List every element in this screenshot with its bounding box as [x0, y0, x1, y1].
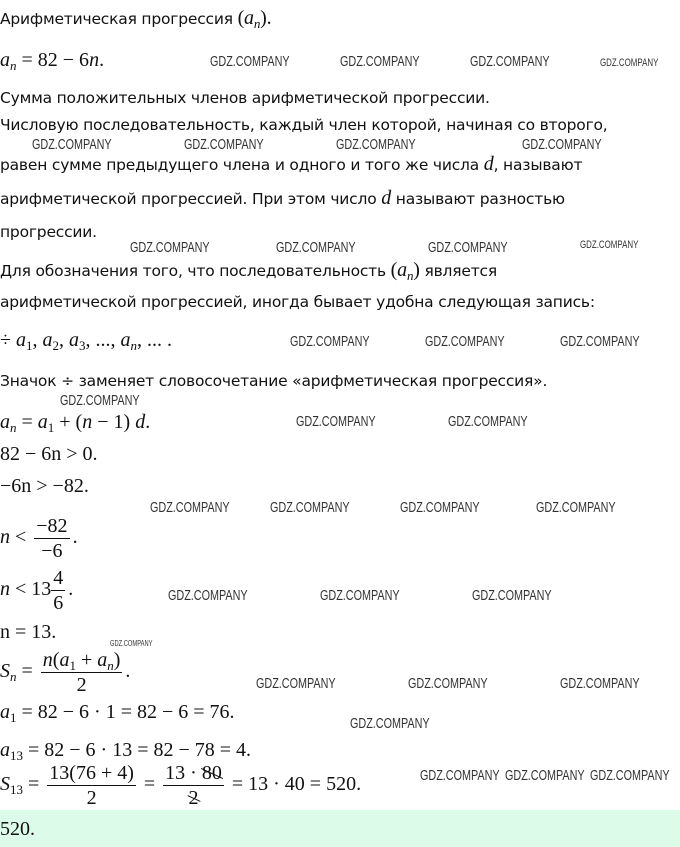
answer-box [0, 810, 680, 847]
inequality-1: 82 − 6n > 0. [0, 443, 98, 465]
definition-line-1: Числовую последовательность, каждый член которой, начиная со второго, [0, 116, 608, 134]
watermark: GDZ.COMPANY [256, 675, 336, 692]
a13-rhs: = 82 − 6 · 13 = 82 − 78 = 4. [28, 739, 252, 761]
watermark: GDZ.COMPANY [270, 499, 350, 516]
s13-num1: 13(76 + 4) [49, 762, 134, 784]
def2a: равен сумме предыдущего члена и одного и того же числа [0, 156, 480, 174]
watermark: GDZ.COMPANY [336, 136, 416, 153]
s13-calc: $S_{13}$ = $\frac{13(76 + 4)}{2}$ = $\frac{13 \cdot 80}{2}$ = 13 · 40 = 520. [0, 762, 362, 809]
note1a: Для обозначения того, что последовательность [0, 262, 386, 280]
sum-formula: $S_n$ = $\frac{n(a_1 + a_n)}{2}$ . [0, 649, 131, 696]
watermark: GDZ.COMPANY [296, 413, 376, 430]
answer-value: 520. [0, 818, 35, 840]
s13-num2b: 80 [201, 762, 222, 784]
inequality-2: −6n > −82. [0, 475, 89, 497]
mixed-whole: 13 [31, 578, 52, 601]
definition-line-4: прогрессии. [0, 223, 97, 241]
fraction-numerator: −82 [36, 515, 68, 537]
a13-calc: $a_{13} = 82 - 6 \cdot 13 = 82 - 78 = 4$. [0, 739, 252, 763]
title-line: Арифметическая прогрессия $(a_n)$. [0, 7, 272, 31]
s13-num2a: 13 · [165, 762, 202, 784]
sum-heading: Сумма положительных членов арифметической прогрессии. [0, 89, 490, 107]
watermark: GDZ.COMPANY [184, 136, 264, 153]
watermark: GDZ.COMPANY [560, 675, 640, 692]
inequality-4: n < 13 $\frac{4}{6}$ . [0, 567, 74, 614]
def3a: арифметической прогрессией. При этом число [0, 190, 377, 208]
watermark: GDZ.COMPANY [505, 767, 585, 784]
watermark: GDZ.COMPANY [290, 333, 370, 350]
watermark: GDZ.COMPANY [590, 767, 670, 784]
watermark: GDZ.COMPANY [408, 675, 488, 692]
watermark: GDZ.COMPANY [448, 413, 528, 430]
s13-den1: 2 [86, 787, 97, 809]
n-value: n = 13. [0, 621, 57, 643]
watermark: GDZ.COMPANY [536, 499, 616, 516]
watermark: GDZ.COMPANY [320, 587, 400, 604]
mixed-numerator: 4 [53, 567, 64, 589]
watermark: GDZ.COMPANY [470, 53, 550, 70]
notation-line-2: арифметической прогрессией, иногда бывает удобна следующая запись: [0, 293, 595, 311]
watermark: GDZ.COMPANY [420, 767, 500, 784]
inequality-3: n < $\frac{-82}{-6}$ . [0, 515, 78, 562]
watermark: GDZ.COMPANY [32, 136, 112, 153]
s13-rest: = 13 · 40 = 520. [231, 773, 362, 796]
notation-line-1: Для обозначения того, что последовательность $(a_n)$ является [0, 259, 497, 283]
title-text: Арифметическая прогрессия [0, 10, 233, 28]
general-formula: $a_n = a_1 + (n - 1)$ d. [0, 411, 151, 435]
notation-example: ÷ $a_1$, $a_2$, $a_3$, ..., $a_n$, ... . [0, 329, 172, 353]
formula-rhs: = 82 − 6 [21, 49, 90, 71]
def2b: , называют [493, 156, 583, 174]
watermark: GDZ.COMPANY [560, 333, 640, 350]
fraction-denominator: −6 [41, 540, 63, 562]
definition-line-3: арифметической прогрессией. При этом число d называют разностью [0, 187, 565, 209]
watermark: GDZ.COMPANY [276, 239, 356, 256]
mixed-denominator: 6 [53, 592, 64, 614]
definition-line-2: равен сумме предыдущего члена и одного и того же числа d, называют [0, 153, 583, 175]
a1-calc: $a_1 = 82 - 6 \cdot 1 = 82 - 6 = 76$. [0, 701, 235, 725]
watermark: GDZ.COMPANY [580, 239, 639, 251]
watermark: GDZ.COMPANY [425, 333, 505, 350]
watermark: GDZ.COMPANY [110, 639, 153, 648]
watermark: GDZ.COMPANY [350, 715, 430, 732]
watermark: GDZ.COMPANY [340, 53, 420, 70]
formula-an: $a_n = 82 - 6n$. [0, 49, 105, 73]
def3b: называют разностью [395, 190, 565, 208]
a1-rhs: = 82 − 6 · 1 = 82 − 6 = 76. [21, 701, 235, 723]
watermark: GDZ.COMPANY [210, 53, 290, 70]
watermark: GDZ.COMPANY [168, 587, 248, 604]
s13-den2: 2 [188, 787, 199, 809]
watermark: GDZ.COMPANY [472, 587, 552, 604]
watermark: GDZ.COMPANY [522, 136, 602, 153]
watermark: GDZ.COMPANY [60, 392, 140, 409]
watermark: GDZ.COMPANY [130, 239, 210, 256]
watermark: GDZ.COMPANY [150, 499, 230, 516]
notation-line-3: Значок ÷ заменяет словосочетание «арифметическая прогрессия». [0, 372, 548, 390]
watermark: GDZ.COMPANY [400, 499, 480, 516]
note1b: является [424, 262, 497, 280]
watermark: GDZ.COMPANY [428, 239, 508, 256]
watermark: GDZ.COMPANY [600, 57, 659, 69]
